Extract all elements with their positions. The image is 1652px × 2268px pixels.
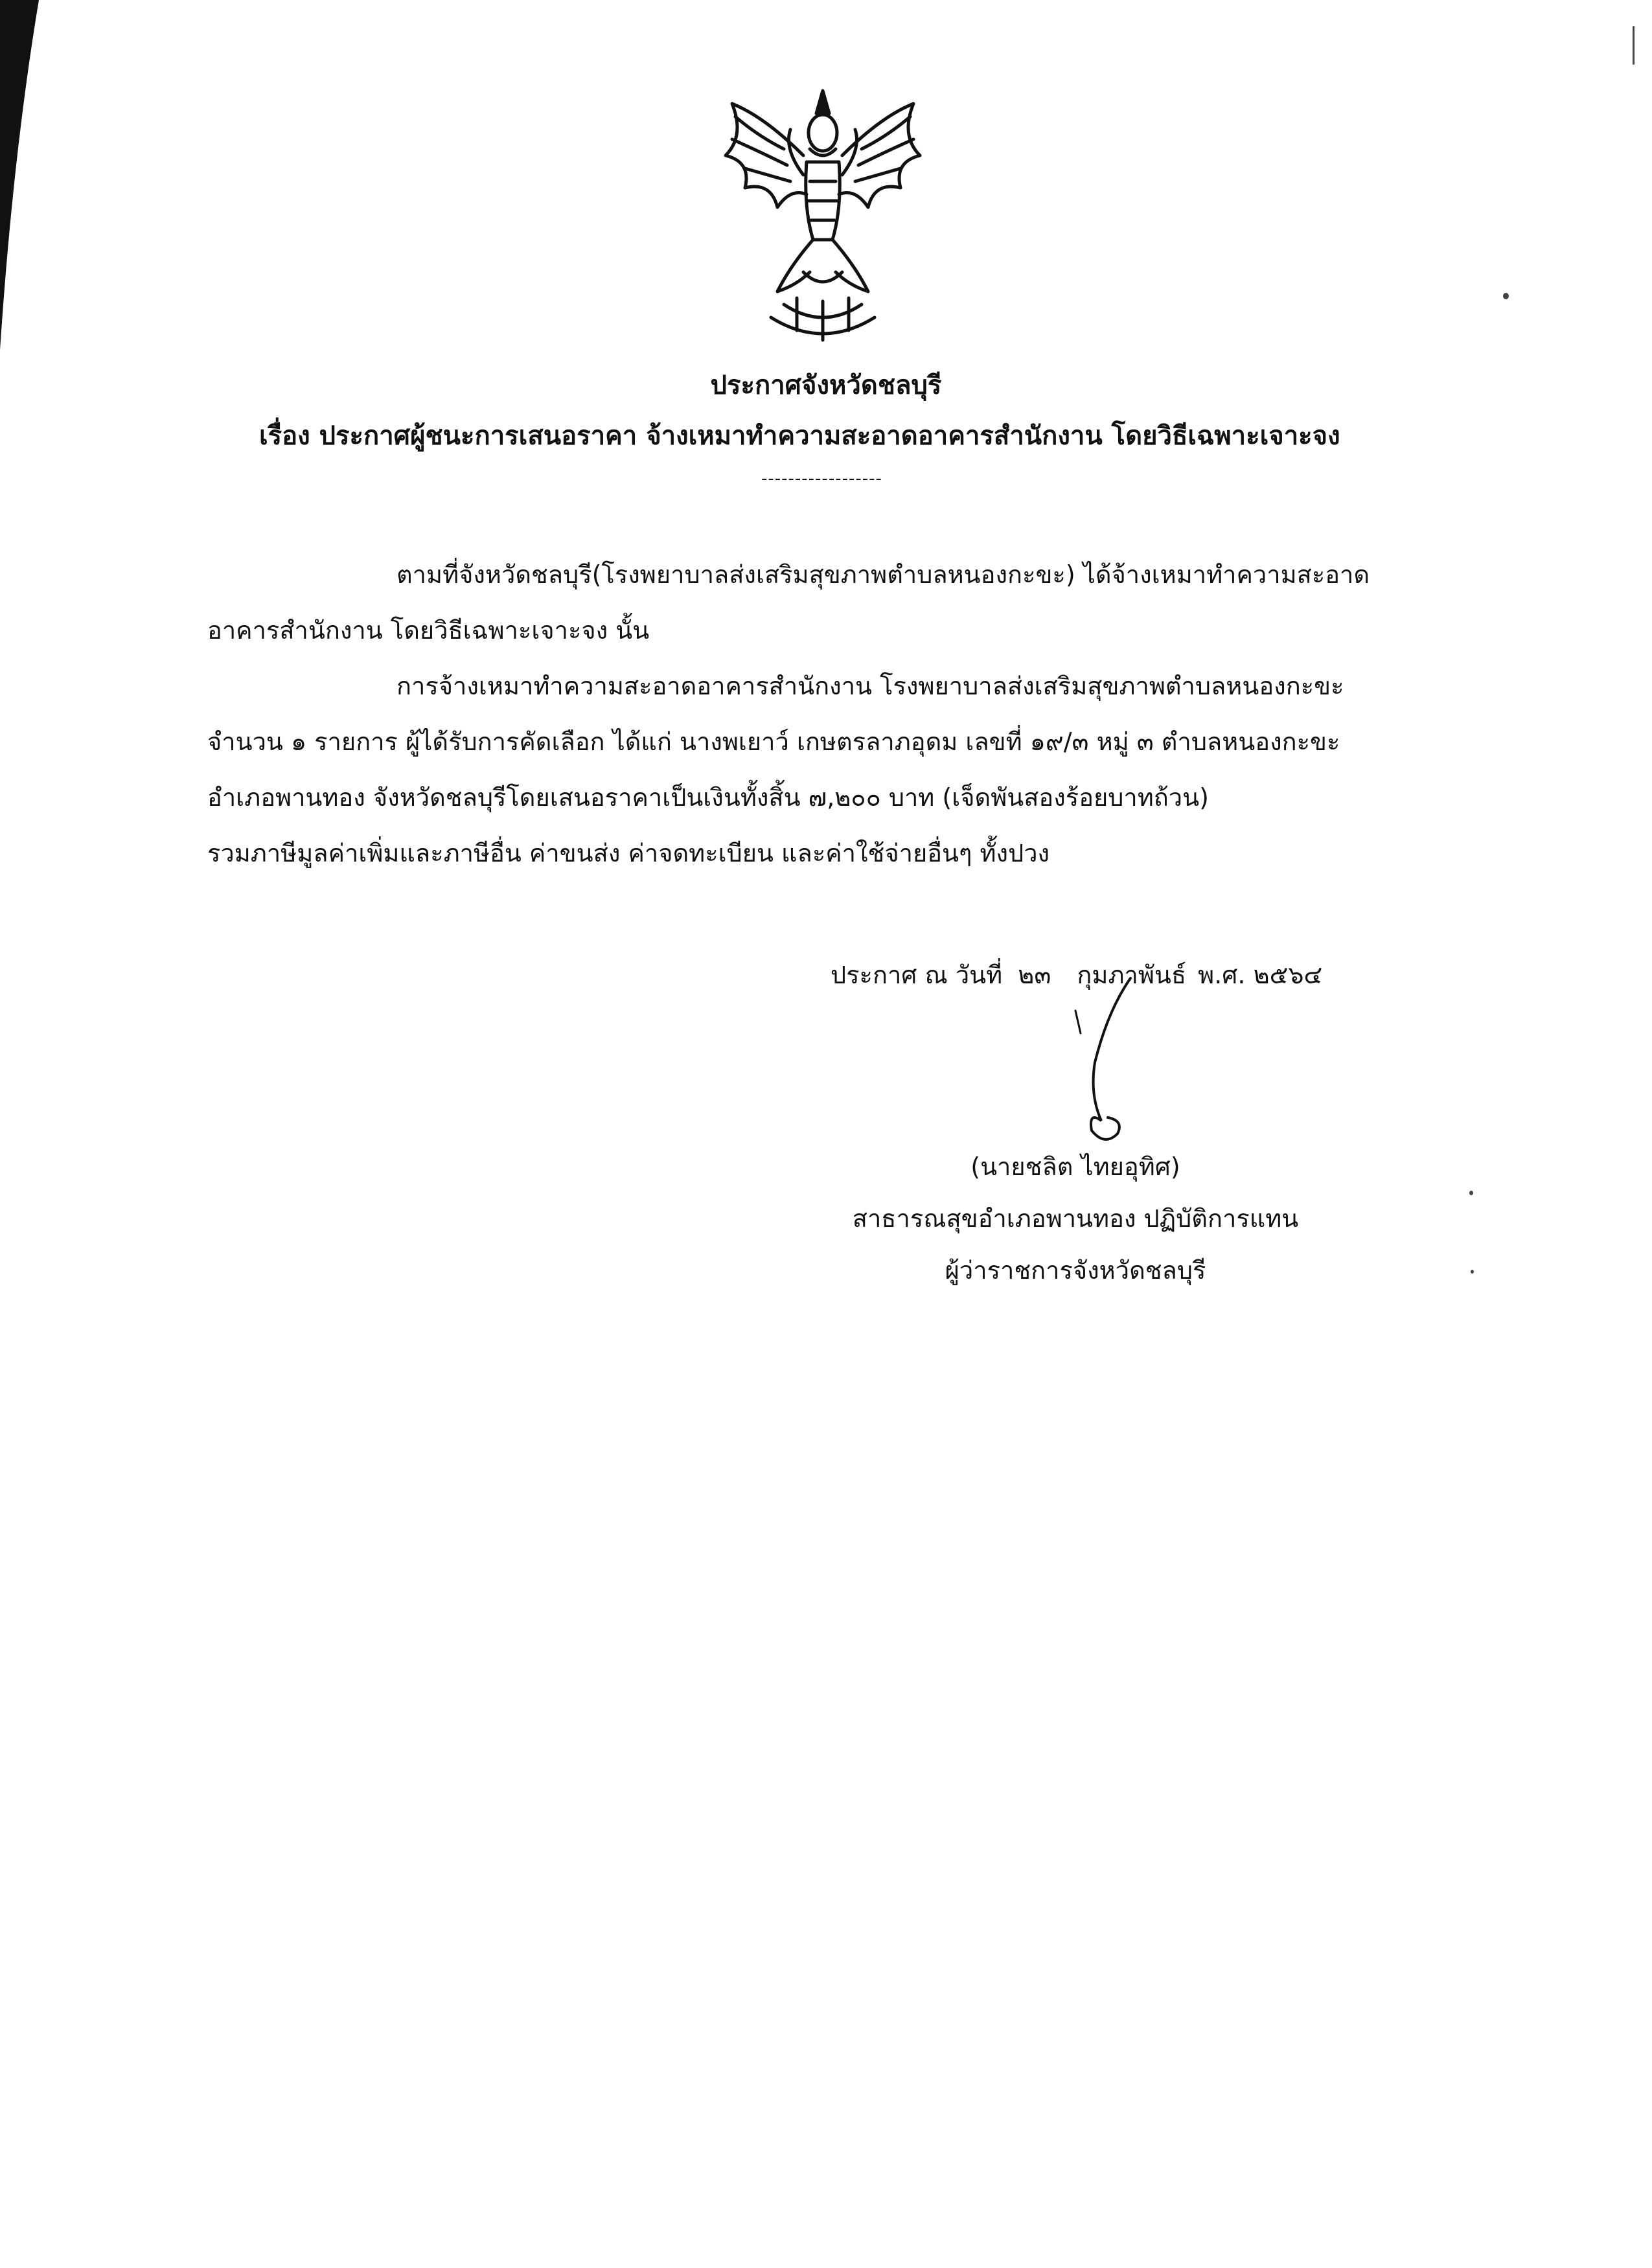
- body-line: การจ้างเหมาทำความสะอาดอาคารสำนักงาน โรงพยาบาลส่งเสริมสุขภาพตำบลหนองกะขะ: [396, 672, 1344, 700]
- signatory-position: สาธารณสุขอำเภอพานทอง ปฏิบัติการแทน: [852, 1204, 1299, 1233]
- document-title: ประกาศจังหวัดชลบุรี: [710, 371, 942, 400]
- handwritten-signature: [1062, 972, 1160, 1153]
- scan-corner-shadow: [0, 0, 84, 363]
- divider-line: ------------------: [761, 469, 882, 488]
- date-year: พ.ศ. ๒๕๖๔: [1198, 961, 1323, 989]
- scan-speck: [1469, 1191, 1473, 1195]
- scan-speck: [1471, 1270, 1474, 1274]
- body-line: อาคารสำนักงาน โดยวิธีเฉพาะเจาะจง นั้น: [207, 616, 650, 645]
- scan-speck: [1633, 26, 1635, 65]
- body-line: รวมภาษีมูลค่าเพิ่มและภาษีอื่น ค่าขนส่ง ค่าจดทะเบียน และค่าใช้จ่ายอื่นๆ ทั้งปวง: [207, 839, 1050, 867]
- date-month: กุมภาพันธ์: [1077, 961, 1187, 989]
- body-line: ตามที่จังหวัดชลบุรี(โรงพยาบาลส่งเสริมสุขภาพตำบลหนองกะขะ) ได้จ้างเหมาทำความสะอาด: [396, 560, 1370, 589]
- scan-speck: [1503, 293, 1509, 299]
- body-line: จำนวน ๑ รายการ ผู้ได้รับการคัดเลือก ได้แก่ นางพเยาว์ เกษตรลาภอุดม เลขที่ ๑๙/๓ หมู่ ๓ ตำบลหนองกะขะ: [207, 727, 1340, 756]
- body-line: อำเภอพานทอง จังหวัดชลบุรีโดยเสนอราคาเป็นเงินทั้งสิ้น ๗,๒๐๐ บาท (เจ็ดพันสองร้อยบาทถ้วน): [207, 783, 1209, 812]
- garuda-emblem-icon: [706, 78, 939, 350]
- signatory-position: ผู้ว่าราชการจังหวัดชลบุรี: [945, 1256, 1206, 1285]
- date-day: ๒๓: [1018, 961, 1051, 989]
- document-subject: เรื่อง ประกาศผู้ชนะการเสนอราคา จ้างเหมาทำความสะอาดอาคารสำนักงาน โดยวิธีเฉพาะเจาะจง: [259, 421, 1340, 451]
- date-prefix: ประกาศ ณ วันที่: [831, 961, 1003, 989]
- signatory-name: (นายชลิต ไทยอุทิศ): [970, 1152, 1180, 1181]
